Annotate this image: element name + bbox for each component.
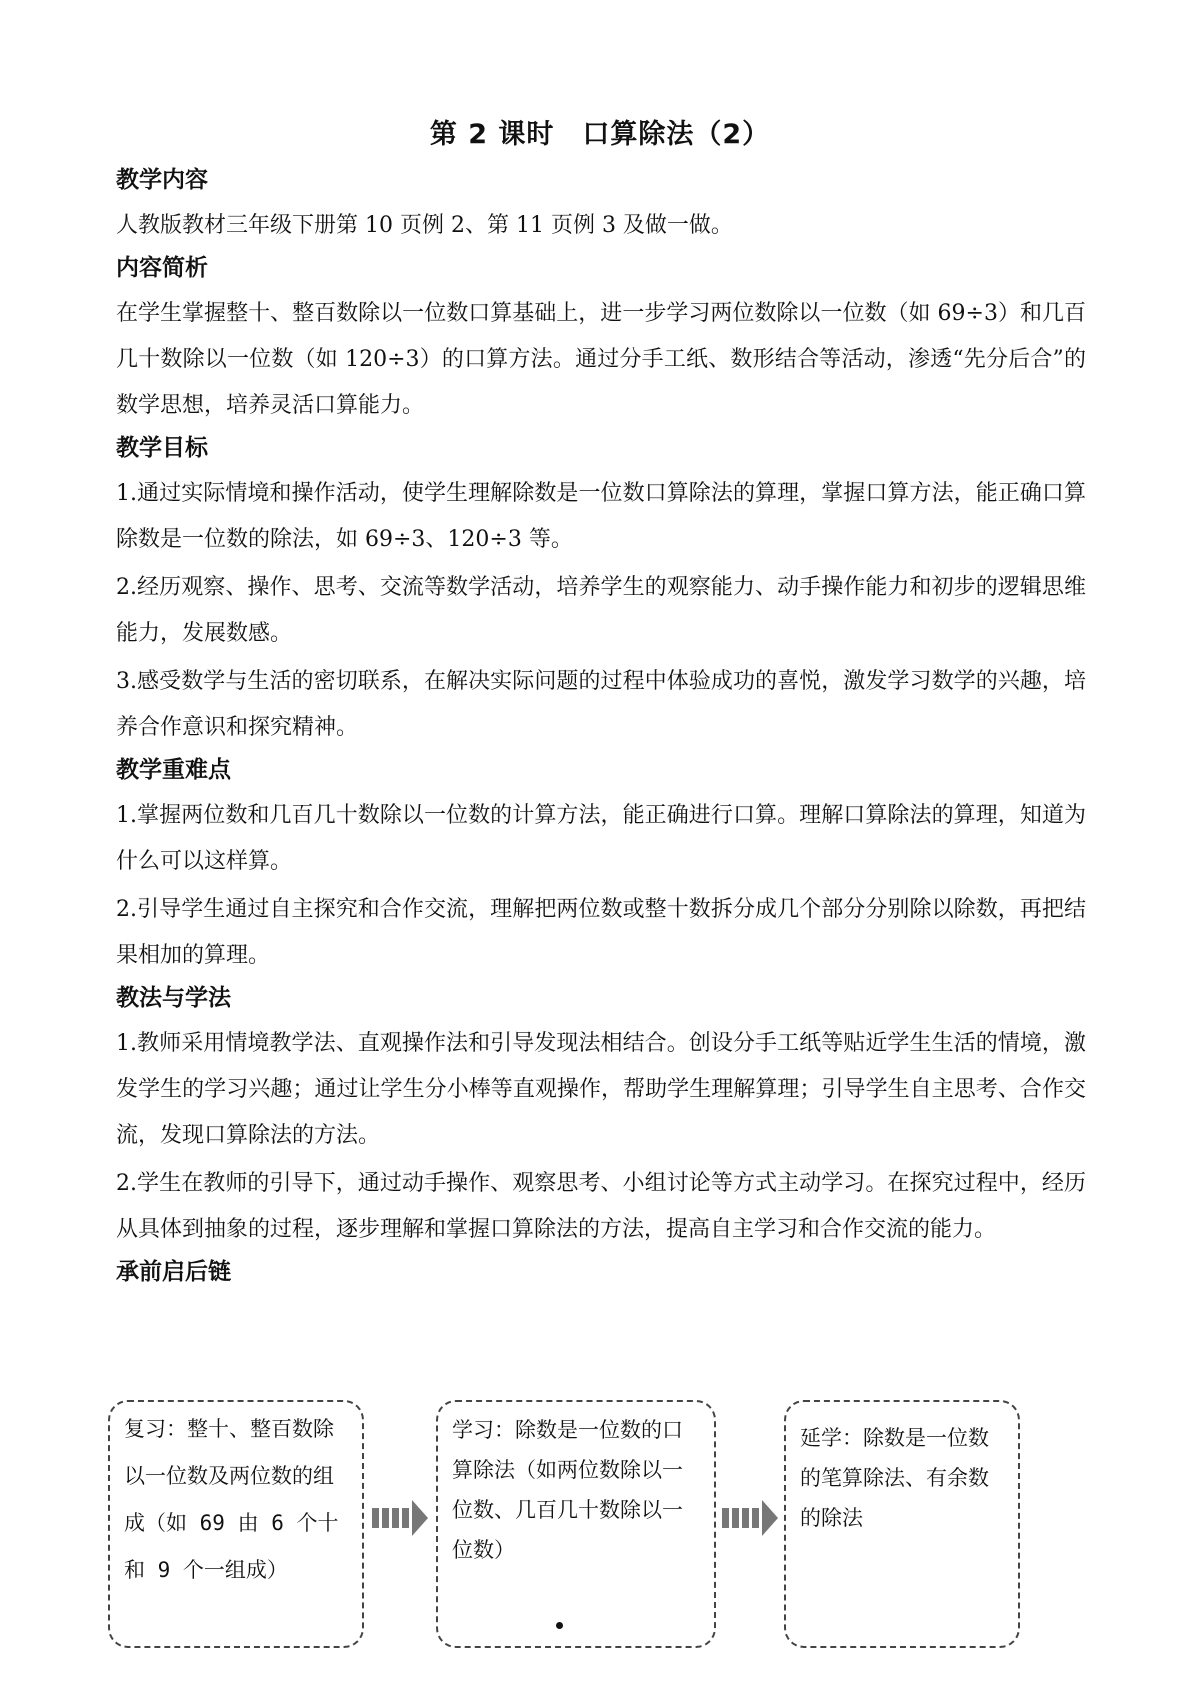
section-heading: 承前启后链: [116, 1259, 231, 1285]
right-arrow-icon: [370, 1498, 430, 1538]
section-paragraph: 3.感受数学与生活的密切联系，在解决实际问题的过程中体验成功的喜悦，激发学习数学的兴趣，培养合作意识和探究精神。: [116, 669, 1086, 740]
section-heading: 教法与学法: [116, 985, 231, 1011]
section-paragraph: 1.掌握两位数和几百几十数除以一位数的计算方法，能正确进行口算。理解口算除法的算理，知道为什么可以这样算。: [116, 803, 1086, 874]
section-paragraph: 2.经历观察、操作、思考、交流等数学活动，培养学生的观察能力、动手操作能力和初步的逻辑思维能力，发展数感。: [116, 575, 1086, 646]
page-title: 第 2 课时 口算除法（2）: [429, 119, 771, 150]
section-heading: 教学重难点: [116, 757, 231, 783]
learn-box: 学习：除数是一位数的口算除法（如两位数除以一位数、几百几十数除以一位数）: [436, 1400, 716, 1648]
review-box: 复习：整十、整百数除以一位数及两位数的组成（如 69 由 6 个十和 9 个一组成）: [108, 1400, 364, 1648]
section-paragraph: 人教版教材三年级下册第 10 页例 2、第 11 页例 3 及做一做。: [116, 213, 733, 238]
section-paragraph: 1.通过实际情境和操作活动，使学生理解除数是一位数口算除法的算理，掌握口算方法，能正确口算除数是一位数的除法，如 69÷3、120÷3 等。: [116, 481, 1086, 552]
section-paragraph: 2.学生在教师的引导下，通过动手操作、观察思考、小组讨论等方式主动学习。在探究过程中，经历从具体到抽象的过程，逐步理解和掌握口算除法的方法，提高自主学习和合作交流的能力。: [116, 1171, 1086, 1242]
section-paragraph: 2.引导学生通过自主探究和合作交流，理解把两位数或整十数拆分成几个部分分别除以除数，再把结果相加的算理。: [116, 897, 1086, 968]
right-arrow-icon: [720, 1498, 780, 1538]
section-paragraph: 1.教师采用情境教学法、直观操作法和引导发现法相结合。创设分手工纸等贴近学生生活的情境，激发学生的学习兴趣；通过让学生分小棒等直观操作，帮助学生理解算理；引导学生自主思考、合作交流，发现口算除法的方法。: [116, 1031, 1086, 1148]
section-paragraph: 在学生掌握整十、整百数除以一位数口算基础上，进一步学习两位数除以一位数（如 69÷3）和几百几十数除以一位数（如 120÷3）的口算方法。通过分手工纸、数形结合等活动，渗透“先分后合”的数学思想，培养灵活口算能力。: [116, 301, 1086, 418]
extend-box: 延学：除数是一位数的笔算除法、有余数的除法: [784, 1400, 1020, 1648]
document-body: [116, 163, 1086, 1295]
section-heading: 教学目标: [116, 435, 208, 461]
dot-mark: [556, 1622, 563, 1629]
connection-flow-diagram: [0, 1400, 1200, 1650]
section-heading: 内容简析: [116, 255, 208, 281]
section-heading: 教学内容: [116, 167, 208, 193]
